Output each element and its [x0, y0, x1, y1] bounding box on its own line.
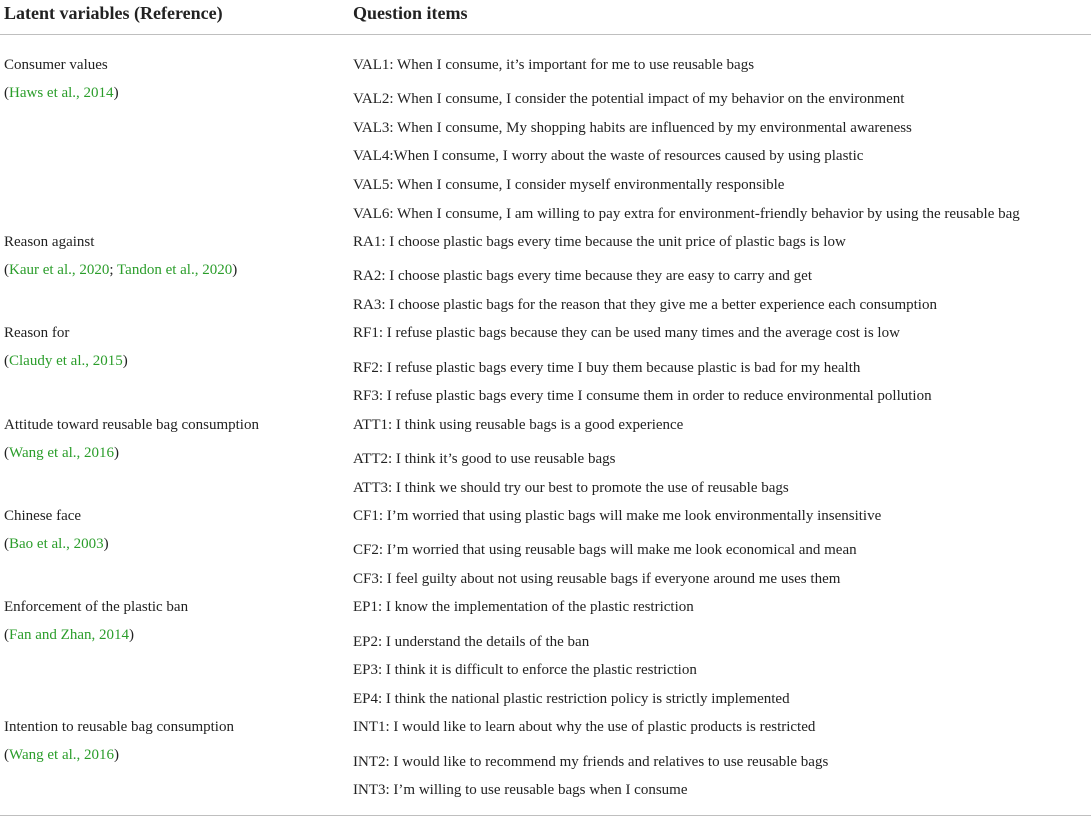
question-item: EP2: I understand the details of the ban — [353, 634, 590, 650]
citation-separator: ; — [109, 262, 118, 278]
citation-link[interactable]: Kaur et al., 2020 — [9, 262, 110, 278]
question-item: VAL6: When I consume, I am willing to pay extra for environment-friendly behavior by using the reusable bag — [353, 206, 1020, 222]
question-item: CF1: I’m worried that using plastic bags will make me look environmentally insensitive — [353, 508, 882, 524]
reference-citation — [4, 625, 134, 645]
header-latent-variables: Latent variables (Reference) — [4, 3, 223, 23]
citation-link[interactable]: Tandon et al., 2020 — [117, 262, 233, 278]
close-paren: ) — [114, 445, 120, 461]
question-item: EP4: I think the national plastic restriction policy is strictly implemented — [353, 691, 790, 707]
close-paren: ) — [114, 747, 120, 763]
header-question-items: Question items — [353, 3, 468, 23]
open-paren: ( — [4, 747, 9, 763]
bottom-rule — [0, 815, 1091, 816]
header-rule — [0, 34, 1091, 35]
open-paren: ( — [4, 627, 9, 643]
question-item: RF2: I refuse plastic bags every time I buy them because plastic is bad for my health — [353, 360, 861, 376]
citation-link[interactable]: Fan and Zhan, 2014 — [9, 627, 129, 643]
open-paren: ( — [4, 445, 9, 461]
close-paren: ) — [113, 85, 119, 101]
question-item: RA2: I choose plastic bags every time because they are easy to carry and get — [353, 268, 812, 284]
citation-link[interactable]: Claudy et al., 2015 — [9, 353, 123, 369]
question-item: RA3: I choose plastic bags for the reason that they give me a better experience each consumption — [353, 297, 937, 313]
latent-variable-name: Intention to reusable bag consumption — [4, 719, 234, 735]
question-item: VAL4:When I consume, I worry about the waste of resources caused by using plastic — [353, 148, 864, 164]
close-paren: ) — [128, 627, 134, 643]
question-item: VAL1: When I consume, it’s important for me to use reusable bags — [353, 57, 755, 73]
citation-link[interactable]: Bao et al., 2003 — [9, 536, 104, 552]
citation-link[interactable]: Haws et al., 2014 — [9, 85, 114, 101]
latent-variable-name: Reason for — [4, 325, 70, 341]
open-paren: ( — [4, 262, 9, 278]
reference-citation — [4, 83, 119, 103]
reference-citation — [4, 443, 119, 463]
reference-citation — [4, 260, 237, 280]
question-item: RA1: I choose plastic bags every time because the unit price of plastic bags is low — [353, 234, 846, 250]
citation-link[interactable]: Wang et al., 2016 — [9, 445, 115, 461]
question-item: EP3: I think it is difficult to enforce the plastic restriction — [353, 662, 697, 678]
latent-variable-name: Chinese face — [4, 508, 82, 524]
question-item: INT2: I would like to recommend my friends and relatives to use reusable bags — [353, 754, 829, 770]
citation-link[interactable]: Wang et al., 2016 — [9, 747, 115, 763]
close-paren: ) — [122, 353, 128, 369]
open-paren: ( — [4, 536, 9, 552]
question-item: VAL3: When I consume, My shopping habits are influenced by my environmental awareness — [353, 120, 912, 136]
question-item: ATT1: I think using reusable bags is a good experience — [353, 417, 684, 433]
latent-variable-name: Enforcement of the plastic ban — [4, 599, 189, 615]
close-paren: ) — [232, 262, 238, 278]
question-item: EP1: I know the implementation of the plastic restriction — [353, 599, 694, 615]
question-item: RF1: I refuse plastic bags because they can be used many times and the average cost is low — [353, 325, 900, 341]
question-item: CF3: I feel guilty about not using reusable bags if everyone around me uses them — [353, 571, 841, 587]
question-item: INT3: I’m willing to use reusable bags when I consume — [353, 782, 688, 798]
latent-variable-name: Consumer values — [4, 57, 108, 73]
open-paren: ( — [4, 85, 9, 101]
reference-citation — [4, 534, 109, 554]
question-item: CF2: I’m worried that using reusable bags will make me look economical and mean — [353, 542, 857, 558]
latent-variable-name: Reason against — [4, 234, 95, 250]
question-item: VAL5: When I consume, I consider myself environmentally responsible — [353, 177, 785, 193]
question-item: VAL2: When I consume, I consider the potential impact of my behavior on the environment — [353, 91, 905, 107]
question-item: INT1: I would like to learn about why the use of plastic products is restricted — [353, 719, 816, 735]
question-item: RF3: I refuse plastic bags every time I consume them in order to reduce environmental pollution — [353, 388, 932, 404]
open-paren: ( — [4, 353, 9, 369]
reference-citation — [4, 745, 119, 765]
reference-citation — [4, 351, 128, 371]
question-item: ATT2: I think it’s good to use reusable bags — [353, 451, 616, 467]
question-item: ATT3: I think we should try our best to promote the use of reusable bags — [353, 480, 789, 496]
latent-variable-name: Attitude toward reusable bag consumption — [4, 417, 259, 433]
close-paren: ) — [103, 536, 109, 552]
